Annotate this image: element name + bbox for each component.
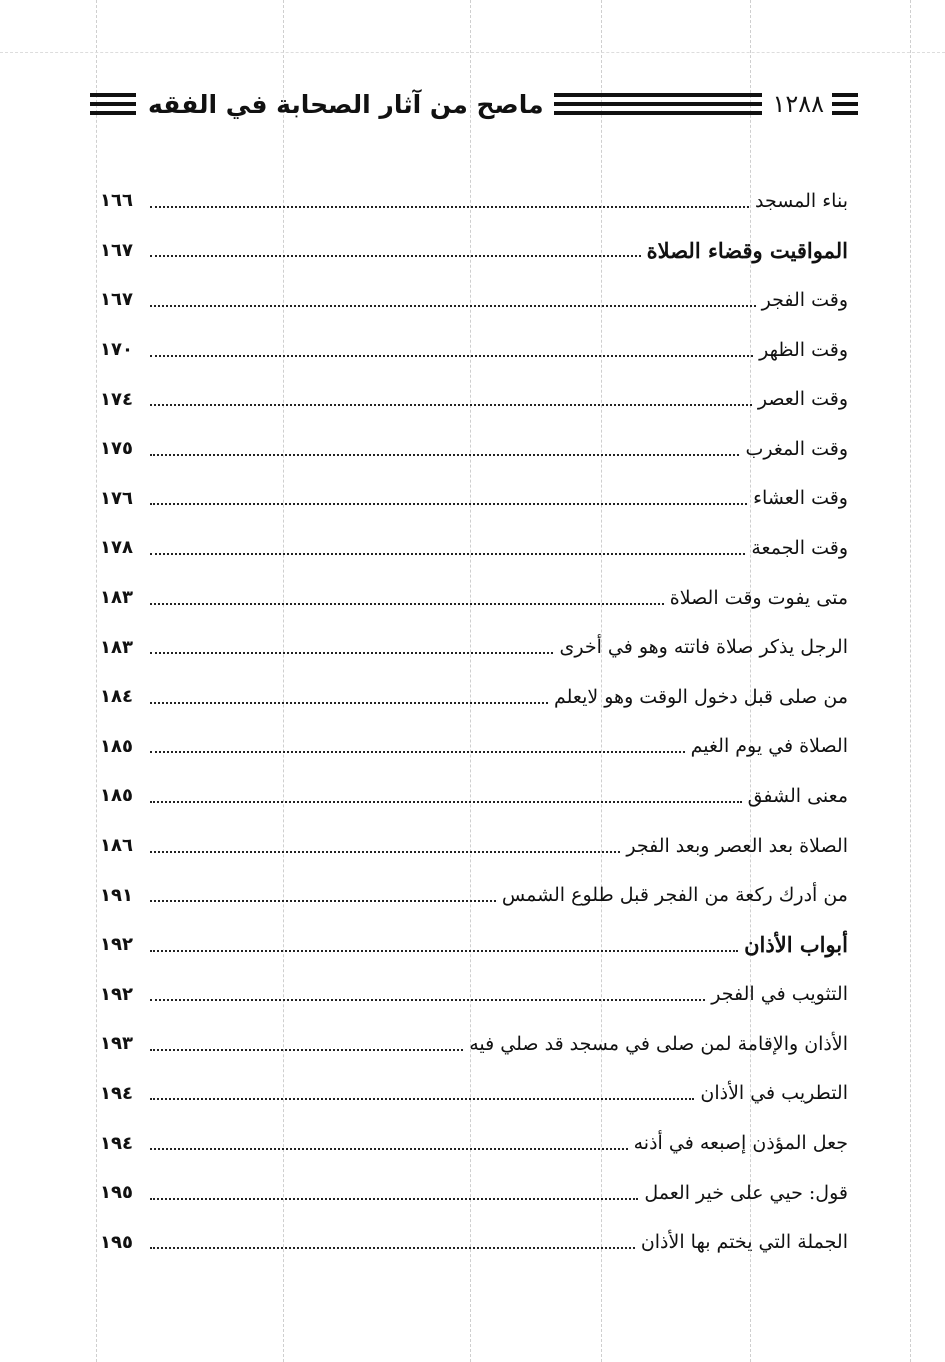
toc-entry bbox=[100, 424, 848, 474]
dot-leader bbox=[150, 702, 548, 704]
toc-entry bbox=[100, 771, 848, 821]
toc-entry bbox=[100, 672, 848, 722]
dot-leader bbox=[150, 553, 745, 555]
dot-leader bbox=[150, 999, 705, 1001]
toc-entry-page: ١٧٤ bbox=[100, 388, 133, 410]
dot-leader bbox=[150, 404, 752, 406]
toc-entry bbox=[100, 523, 848, 573]
toc-section-heading bbox=[100, 226, 848, 276]
page-number: ١٢٨٨ bbox=[772, 90, 824, 118]
toc-entry bbox=[100, 325, 848, 375]
toc-entry-title: الجملة التي يختم بها الأذان bbox=[640, 1231, 848, 1254]
toc-entry-title: جعل المؤذن إصبعه في أذنه bbox=[633, 1132, 848, 1155]
dot-leader bbox=[150, 950, 738, 952]
header-rule-middle bbox=[554, 93, 763, 115]
toc-entry-page: ١٦٧ bbox=[100, 239, 133, 261]
header-rule-left bbox=[90, 93, 136, 115]
toc-entry-page: ١٨٣ bbox=[100, 587, 133, 609]
toc-entry-page: ١٩٤ bbox=[100, 1082, 133, 1104]
toc-entry-title: وقت الجمعة bbox=[751, 536, 848, 559]
toc-entry-title: التطريب في الأذان bbox=[700, 1082, 848, 1105]
toc-entry bbox=[100, 1019, 848, 1069]
toc-entry bbox=[100, 722, 848, 772]
toc-entry-title: وقت العصر bbox=[757, 388, 848, 411]
toc-entry-title: بناء المسجد bbox=[754, 189, 848, 212]
toc-entry bbox=[100, 1217, 848, 1267]
dot-leader bbox=[150, 1098, 694, 1100]
toc-entry-title: وقت الظهر bbox=[759, 338, 848, 361]
toc-entry-title: معنى الشفق bbox=[747, 784, 848, 807]
header-rule-right bbox=[832, 93, 858, 115]
toc-entry-page: ١٩٤ bbox=[100, 1132, 133, 1154]
toc-entry-title: متى يفوت وقت الصلاة bbox=[669, 586, 848, 609]
dot-leader bbox=[150, 652, 553, 654]
dot-leader bbox=[150, 503, 747, 505]
toc-entry-title: قول: حيي على خير العمل bbox=[644, 1181, 848, 1204]
toc-entry-page: ١٧٥ bbox=[100, 438, 133, 460]
dot-leader bbox=[150, 900, 496, 902]
dot-leader bbox=[150, 751, 685, 753]
toc-entry-title: الأذان والإقامة لمن صلى في مسجد قد صلي فيه bbox=[469, 1032, 848, 1055]
dot-leader bbox=[150, 603, 664, 605]
dot-leader bbox=[150, 255, 641, 257]
guide-line bbox=[910, 0, 911, 1362]
toc-entry-title: وقت العشاء bbox=[753, 487, 848, 510]
toc-entry-title: الرجل يذكر صلاة فاتته وهو في أخرى bbox=[559, 636, 848, 659]
toc-entry-title: وقت الفجر bbox=[761, 288, 848, 311]
toc-entry-title: المواقيت وقضاء الصلاة bbox=[646, 237, 848, 263]
running-header bbox=[90, 84, 858, 124]
toc-entry-page: ١٨٥ bbox=[100, 735, 133, 757]
toc-section-heading bbox=[100, 920, 848, 970]
toc-entry-title: أبواب الأذان bbox=[744, 932, 848, 958]
book-title: ماصح من آثار الصحابة في الفقه bbox=[148, 89, 544, 119]
toc-entry bbox=[100, 1118, 848, 1168]
dot-leader bbox=[150, 1148, 628, 1150]
toc-entry-title: وقت المغرب bbox=[745, 437, 848, 460]
toc-entry-page: ١٨٣ bbox=[100, 636, 133, 658]
dot-leader bbox=[150, 305, 756, 307]
toc-entry bbox=[100, 374, 848, 424]
toc-entry bbox=[100, 622, 848, 672]
dot-leader bbox=[150, 851, 620, 853]
toc-entry-title: الصلاة في يوم الغيم bbox=[690, 735, 848, 758]
toc-entry-page: ١٨٦ bbox=[100, 835, 133, 857]
toc-entry-page: ١٧٠ bbox=[100, 339, 133, 361]
toc-entry-title: الصلاة بعد العصر وبعد الفجر bbox=[626, 834, 848, 857]
toc-entry bbox=[100, 1168, 848, 1218]
toc-entry-page: ١٩١ bbox=[100, 884, 133, 906]
toc-entry bbox=[100, 275, 848, 325]
toc-entry-page: ١٦٧ bbox=[100, 289, 133, 311]
toc-entry-page: ١٩٢ bbox=[100, 934, 133, 956]
toc-entry-page: ١٦٦ bbox=[100, 190, 133, 212]
toc-entry-page: ١٨٤ bbox=[100, 686, 133, 708]
toc-entry bbox=[100, 870, 848, 920]
dot-leader bbox=[150, 1247, 635, 1249]
toc-entry bbox=[100, 1069, 848, 1119]
toc-entry-page: ١٨٥ bbox=[100, 785, 133, 807]
guide-line bbox=[96, 0, 97, 1362]
toc-entry-page: ١٩٥ bbox=[100, 1231, 133, 1253]
dot-leader bbox=[150, 206, 749, 208]
toc-entry bbox=[100, 821, 848, 871]
toc-entry-page: ١٧٦ bbox=[100, 487, 133, 509]
guide-line bbox=[0, 52, 945, 53]
dot-leader bbox=[150, 1198, 638, 1200]
dot-leader bbox=[150, 801, 742, 803]
toc-entry-page: ١٩٥ bbox=[100, 1182, 133, 1204]
dot-leader bbox=[150, 1049, 463, 1051]
dot-leader bbox=[150, 454, 739, 456]
toc-entry bbox=[100, 970, 848, 1020]
toc-entry-title: التثويب في الفجر bbox=[711, 983, 848, 1006]
toc-entry-title: من صلى قبل دخول الوقت وهو لايعلم bbox=[553, 685, 848, 708]
table-of-contents bbox=[100, 176, 848, 1267]
toc-entry bbox=[100, 573, 848, 623]
toc-entry bbox=[100, 474, 848, 524]
toc-entry-page: ١٩٣ bbox=[100, 1033, 133, 1055]
toc-entry-page: ١٧٨ bbox=[100, 537, 133, 559]
toc-entry bbox=[100, 176, 848, 226]
toc-entry-page: ١٩٢ bbox=[100, 983, 133, 1005]
dot-leader bbox=[150, 355, 753, 357]
toc-entry-title: من أدرك ركعة من الفجر قبل طلوع الشمس bbox=[501, 884, 848, 907]
